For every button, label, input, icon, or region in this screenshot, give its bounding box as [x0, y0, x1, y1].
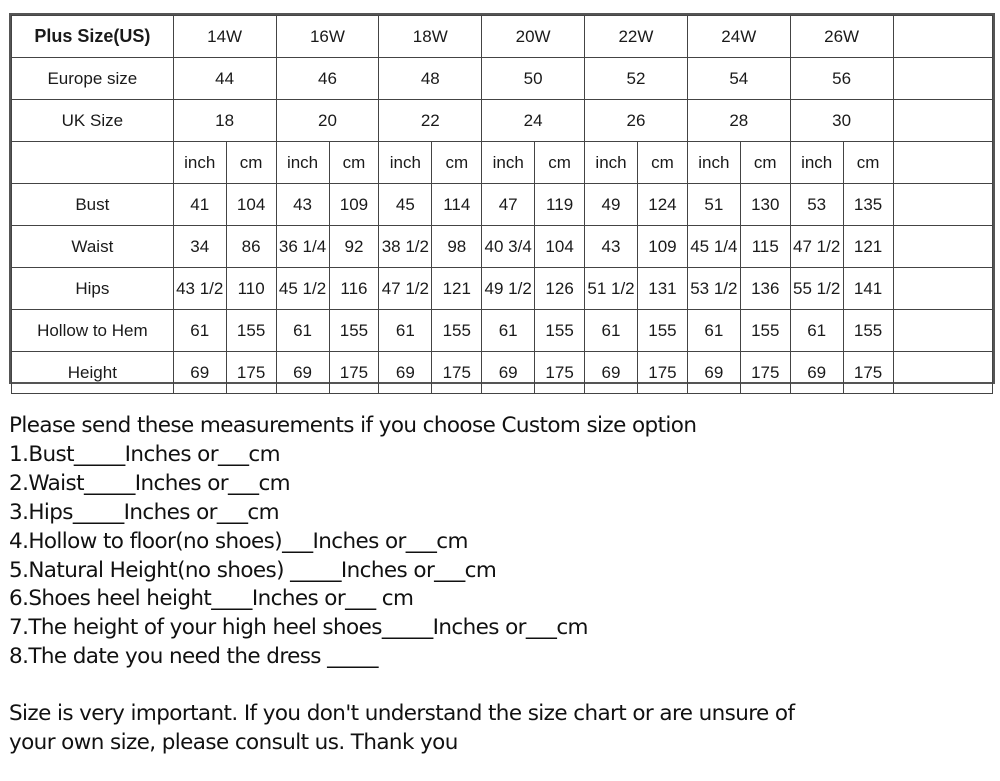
table-cell: 69	[173, 352, 226, 394]
unit-inch: inch	[173, 142, 226, 184]
empty-cell	[893, 100, 992, 142]
spacer	[9, 672, 989, 700]
measure-row	[12, 226, 993, 268]
row-label: UK Size	[12, 100, 174, 142]
measurement-item-hips: 3.Hips_____Inches or___cm	[9, 499, 279, 525]
table-cell: 69	[790, 352, 843, 394]
size-header: 18W	[379, 16, 482, 58]
unit-cm: cm	[843, 142, 893, 184]
table-cell: 43	[585, 226, 638, 268]
table-cell: 109	[638, 226, 688, 268]
unit-inch: inch	[379, 142, 432, 184]
row-label: Europe size	[12, 58, 174, 100]
footer-line-1: Size is very important. If you don't understand the size chart or are unsure of	[9, 701, 795, 727]
table-cell: 155	[843, 310, 893, 352]
size-header: 16W	[276, 16, 379, 58]
table-cell: 175	[638, 352, 688, 394]
table-cell: 175	[843, 352, 893, 394]
table-cell: 41	[173, 184, 226, 226]
table-cell: 131	[638, 268, 688, 310]
row-label: Waist	[12, 226, 174, 268]
measurement-item-date: 8.The date you need the dress _____	[9, 644, 378, 670]
table-cell: 126	[535, 268, 585, 310]
table-cell: 155	[638, 310, 688, 352]
table-cell: 121	[432, 268, 482, 310]
measure-row	[12, 310, 993, 352]
table-cell: 61	[482, 310, 535, 352]
table-cell: 141	[843, 268, 893, 310]
table-cell: 54	[687, 58, 790, 100]
size-header: 14W	[173, 16, 276, 58]
table-cell: 43 1/2	[173, 268, 226, 310]
table-cell: 155	[535, 310, 585, 352]
table-cell: 119	[535, 184, 585, 226]
empty-cell	[893, 226, 992, 268]
table-cell: 115	[740, 226, 790, 268]
table-cell: 28	[687, 100, 790, 142]
unit-inch: inch	[585, 142, 638, 184]
size-chart	[9, 13, 995, 384]
table-cell: 20	[276, 100, 379, 142]
table-cell: 121	[843, 226, 893, 268]
table-cell: 98	[432, 226, 482, 268]
table-cell: 48	[379, 58, 482, 100]
table-cell: 155	[740, 310, 790, 352]
europe-row	[12, 58, 993, 100]
measurement-item-bust: 1.Bust_____Inches or___cm	[9, 441, 280, 467]
table-cell: 124	[638, 184, 688, 226]
table-cell: 43	[276, 184, 329, 226]
size-header: 20W	[482, 16, 585, 58]
table-cell: 61	[173, 310, 226, 352]
row-label: Hollow to Hem	[12, 310, 174, 352]
custom-size-notes	[9, 412, 989, 758]
table-cell: 50	[482, 58, 585, 100]
table-cell: 155	[432, 310, 482, 352]
row-label: Height	[12, 352, 174, 394]
measurement-item-waist: 2.Waist_____Inches or___cm	[9, 470, 291, 496]
table-cell: 155	[329, 310, 379, 352]
empty-cell	[893, 184, 992, 226]
table-cell: 30	[790, 100, 893, 142]
unit-inch: inch	[790, 142, 843, 184]
row-label: Hips	[12, 268, 174, 310]
measure-row	[12, 352, 993, 394]
table-cell: 40 3/4	[482, 226, 535, 268]
empty-cell	[893, 310, 992, 352]
measurement-item-hollow: 4.Hollow to floor(no shoes)___Inches or___cm	[9, 528, 468, 554]
table-cell: 175	[329, 352, 379, 394]
table-cell: 69	[276, 352, 329, 394]
size-header: 26W	[790, 16, 893, 58]
unit-cm: cm	[535, 142, 585, 184]
measurement-item-heel-shoes: 7.The height of your high heel shoes_____Inches or___cm	[9, 615, 588, 641]
size-table	[11, 15, 993, 394]
notes-intro: Please send these measurements if you choose Custom size option	[9, 413, 697, 438]
measure-row	[12, 268, 993, 310]
table-cell: 38 1/2	[379, 226, 432, 268]
unit-inch: inch	[482, 142, 535, 184]
table-cell: 175	[535, 352, 585, 394]
measurement-item-heel: 6.Shoes heel height____Inches or___ cm	[9, 586, 414, 612]
empty-cell	[893, 142, 992, 184]
units-row	[12, 142, 993, 184]
table-cell: 61	[276, 310, 329, 352]
unit-cm: cm	[432, 142, 482, 184]
table-cell: 61	[687, 310, 740, 352]
table-cell: 45	[379, 184, 432, 226]
table-cell: 61	[379, 310, 432, 352]
table-cell: 92	[329, 226, 379, 268]
table-cell: 155	[226, 310, 276, 352]
row-label: Bust	[12, 184, 174, 226]
table-cell: 47	[482, 184, 535, 226]
table-cell: 47 1/2	[379, 268, 432, 310]
table-cell: 47 1/2	[790, 226, 843, 268]
size-header: 24W	[687, 16, 790, 58]
table-cell: 104	[226, 184, 276, 226]
table-cell: 86	[226, 226, 276, 268]
table-cell: 136	[740, 268, 790, 310]
table-cell: 22	[379, 100, 482, 142]
table-cell: 175	[226, 352, 276, 394]
unit-cm: cm	[329, 142, 379, 184]
unit-cm: cm	[740, 142, 790, 184]
table-cell: 175	[432, 352, 482, 394]
empty-cell	[893, 58, 992, 100]
empty-cell	[893, 352, 992, 394]
measurement-item-height: 5.Natural Height(no shoes) _____Inches or___cm	[9, 557, 497, 583]
table-cell: 56	[790, 58, 893, 100]
unit-cm: cm	[226, 142, 276, 184]
unit-inch: inch	[276, 142, 329, 184]
table-cell: 114	[432, 184, 482, 226]
empty-cell	[893, 16, 992, 58]
table-cell: 46	[276, 58, 379, 100]
uk-row	[12, 100, 993, 142]
table-cell: 116	[329, 268, 379, 310]
table-cell: 49	[585, 184, 638, 226]
header-label: Plus Size(US)	[12, 16, 174, 58]
table-cell: 51 1/2	[585, 268, 638, 310]
header-row	[12, 16, 993, 58]
table-cell: 130	[740, 184, 790, 226]
empty-cell	[893, 268, 992, 310]
table-cell: 175	[740, 352, 790, 394]
table-cell: 24	[482, 100, 585, 142]
table-cell: 45 1/4	[687, 226, 740, 268]
table-cell: 135	[843, 184, 893, 226]
table-cell: 104	[535, 226, 585, 268]
table-cell: 45 1/2	[276, 268, 329, 310]
table-cell: 52	[585, 58, 688, 100]
table-cell: 53 1/2	[687, 268, 740, 310]
table-cell: 110	[226, 268, 276, 310]
table-cell: 61	[790, 310, 843, 352]
unit-cm: cm	[638, 142, 688, 184]
table-cell: 36 1/4	[276, 226, 329, 268]
table-cell: 34	[173, 226, 226, 268]
table-cell: 69	[585, 352, 638, 394]
unit-inch: inch	[687, 142, 740, 184]
table-cell: 51	[687, 184, 740, 226]
table-cell: 61	[585, 310, 638, 352]
table-cell: 44	[173, 58, 276, 100]
table-cell: 26	[585, 100, 688, 142]
footer-line-2: your own size, please consult us. Thank you	[9, 730, 458, 756]
table-cell: 53	[790, 184, 843, 226]
table-cell: 69	[687, 352, 740, 394]
row-label	[12, 142, 174, 184]
table-cell: 69	[482, 352, 535, 394]
table-cell: 18	[173, 100, 276, 142]
table-cell: 49 1/2	[482, 268, 535, 310]
table-cell: 55 1/2	[790, 268, 843, 310]
size-header: 22W	[585, 16, 688, 58]
table-cell: 109	[329, 184, 379, 226]
measure-row	[12, 184, 993, 226]
table-cell: 69	[379, 352, 432, 394]
